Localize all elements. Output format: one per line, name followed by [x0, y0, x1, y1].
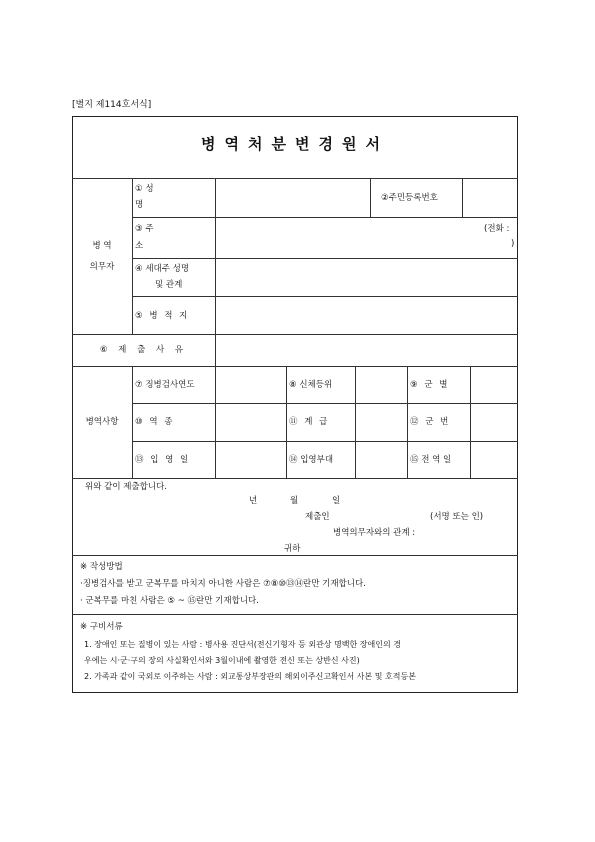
- registry-field[interactable]: [216, 297, 517, 333]
- enlist-unit-label: ⑭ 입영부대: [289, 455, 334, 465]
- section-divider: [72, 478, 518, 479]
- resident-number-label: ②주민등록번호: [381, 193, 438, 203]
- documents-item-1a: 1. 장애인 또는 질병이 있는 사람 : 병사용 진단서(전신기형자 등 외관상 명백한 장애인의 경: [84, 640, 401, 649]
- section-divider: [72, 366, 518, 367]
- page-title: 병역처분변경원서: [201, 135, 389, 153]
- physical-grade-label: ⑧ 신체등위: [289, 380, 333, 390]
- relation-label: 병역의무자와의 관계 :: [333, 528, 416, 538]
- documents-item-2: 2. 가족과 같이 국외로 이주하는 사람 : 외교통상부장관의 해외이주신고확인서 사본 및 호적등본: [84, 672, 416, 681]
- service-number-field[interactable]: [471, 404, 517, 440]
- row-divider: [132, 403, 518, 404]
- service-number-label: ⑫ 군 번: [410, 417, 451, 427]
- section-divider: [72, 614, 518, 615]
- documents-item-1b: 우에는 시·군·구의 장의 사실확인서와 3월이내에 촬영한 전신 또는 상반신 사진): [84, 656, 360, 665]
- addressee-label: 귀하: [284, 544, 301, 554]
- section-divider: [72, 555, 518, 556]
- declaration-text: 위와 같이 제출합니다.: [85, 482, 168, 492]
- householder-label-bottom: 및 관계: [155, 280, 183, 290]
- group-label-applicant-top: 병 역: [92, 241, 112, 251]
- phone-label-top: (전화 :: [484, 224, 510, 234]
- column-divider: [132, 178, 133, 334]
- exam-year-label: ⑦ 징병검사연도: [135, 380, 195, 390]
- army-field[interactable]: [471, 367, 517, 402]
- householder-field[interactable]: [216, 259, 517, 295]
- discharge-date-field[interactable]: [471, 442, 517, 477]
- army-label: ⑨ 군 별: [410, 380, 450, 390]
- service-type-field[interactable]: [216, 404, 285, 440]
- row-divider: [132, 441, 518, 442]
- rank-label: ⑪ 계 급: [289, 417, 330, 427]
- column-divider: [370, 178, 371, 217]
- column-divider: [286, 366, 287, 478]
- enlist-unit-field[interactable]: [356, 442, 406, 477]
- group-label-military: 병역사항: [85, 417, 119, 427]
- householder-label-top: ④ 세대주 성명: [135, 264, 190, 274]
- column-divider: [132, 366, 133, 478]
- rank-field[interactable]: [356, 404, 406, 440]
- phone-label-bottom: ): [511, 239, 515, 249]
- reason-label: ⑥ 제 출 사 유: [99, 345, 188, 355]
- address-label-top: ③ 주: [135, 224, 154, 234]
- resident-number-field[interactable]: [463, 179, 517, 216]
- instructions-heading: ※ 작성방법: [80, 562, 123, 572]
- physical-grade-field[interactable]: [356, 367, 406, 402]
- form-number-label: [별지 제114호서식]: [72, 100, 152, 110]
- address-label-bottom: 소: [135, 241, 144, 251]
- name-field[interactable]: [216, 179, 369, 216]
- date-year-label: 년: [249, 496, 258, 506]
- column-divider: [407, 366, 408, 478]
- name-label-bottom: 명: [135, 200, 144, 210]
- enlist-date-field[interactable]: [216, 442, 285, 477]
- name-label-top: ① 성: [135, 184, 154, 194]
- discharge-date-label: ⑮ 전 역 일: [410, 455, 452, 465]
- address-field[interactable]: [216, 218, 517, 257]
- date-month-label: 월: [290, 496, 299, 506]
- group-label-applicant-bottom: 의무자: [89, 262, 115, 272]
- enlist-date-label: ⑬ 입 영 일: [135, 455, 191, 465]
- registry-label: ⑤ 병 적 지: [135, 311, 190, 321]
- service-type-label: ⑩ 역 종: [135, 417, 175, 427]
- exam-year-field[interactable]: [216, 367, 285, 402]
- signature-label: (서명 또는 인): [430, 512, 484, 522]
- instructions-line-1: ·징병검사를 받고 군복무를 마치지 아니한 사람은 ⑦⑧⑩⑬⑭란만 기재합니다.: [80, 579, 366, 589]
- submitter-label: 제출인: [305, 512, 330, 522]
- date-day-label: 일: [332, 496, 341, 506]
- documents-heading: ※ 구비서류: [80, 622, 123, 632]
- reason-field[interactable]: [216, 335, 517, 365]
- instructions-line-2: · 군복무를 마친 사람은 ⑤ ~ ⑮란만 기재합니다.: [80, 596, 259, 606]
